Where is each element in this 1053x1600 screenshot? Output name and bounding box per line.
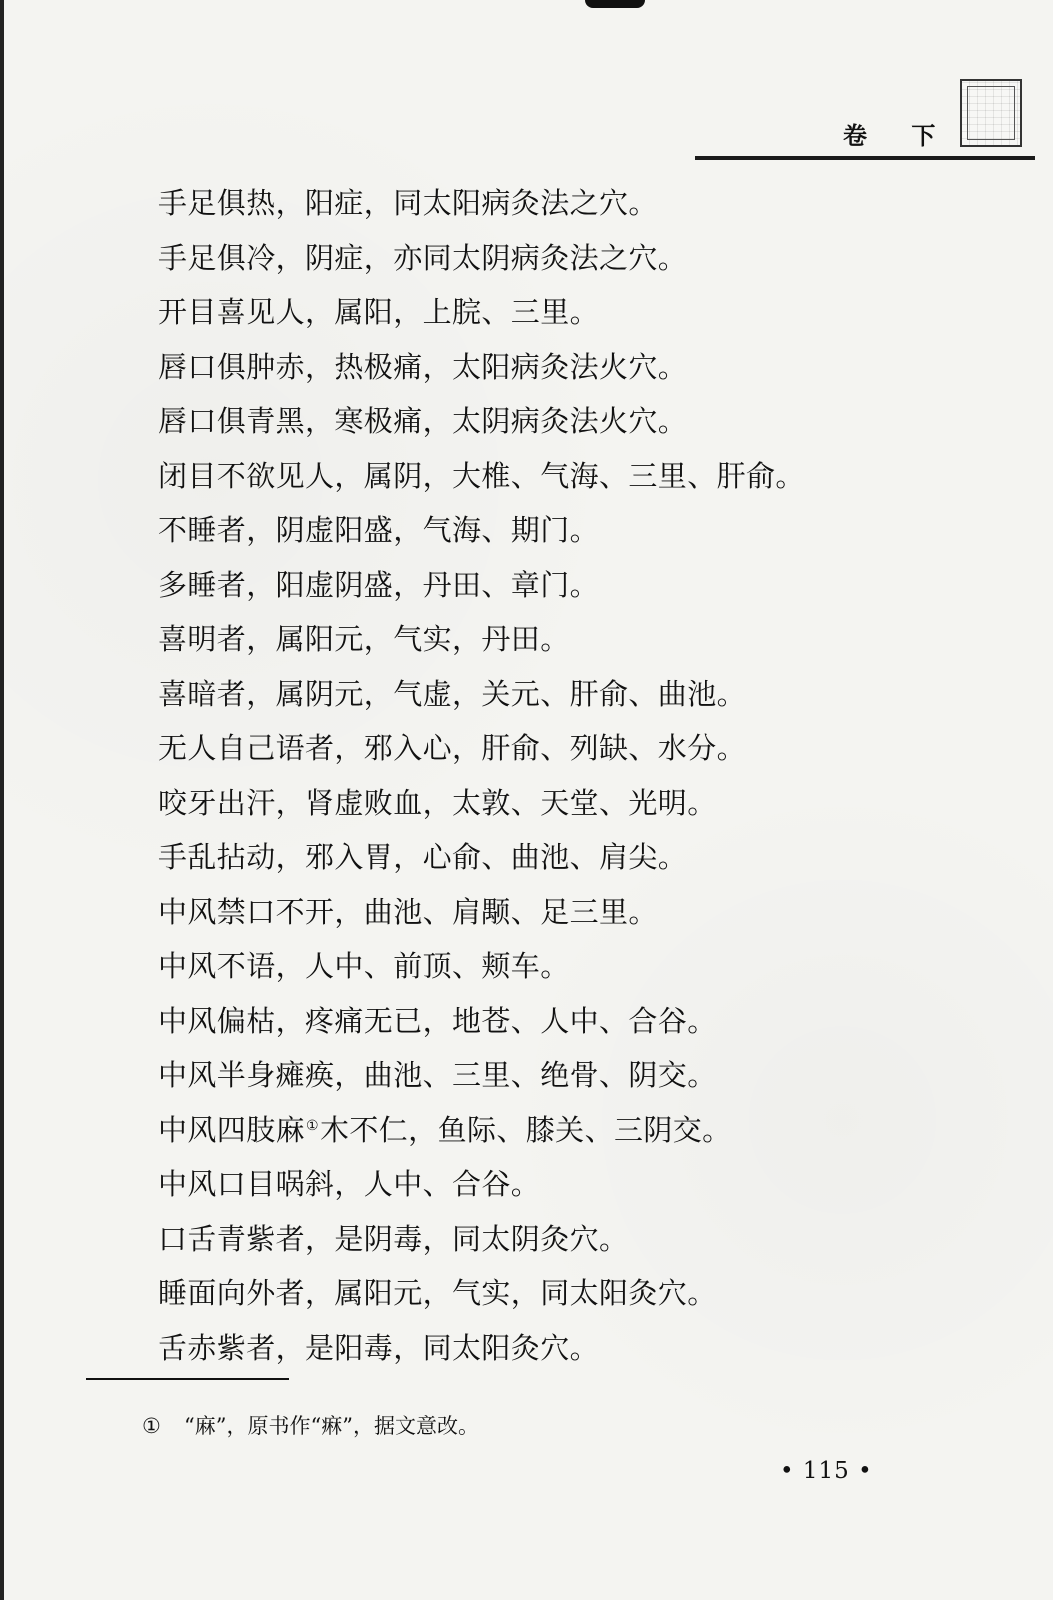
chapter-title: 卷 下 — [843, 121, 954, 150]
footnote-text: “麻”，原书作“痳”，据文意改。 — [184, 1414, 479, 1438]
line-text-before-mark: 中风四肢麻 — [158, 1112, 306, 1147]
text-line: 中风口目㖞斜，人中、合谷。 — [158, 1167, 541, 1201]
text-line: 中风半身瘫痪，曲池、三里、绝骨、阴交。 — [158, 1058, 717, 1092]
text-line: 手乱拈动，邪入胃，心俞、曲池、肩尖。 — [158, 840, 688, 874]
text-line-with-footnote — [158, 1103, 878, 1158]
scan-left-edge — [0, 0, 4, 1600]
text-line: 唇口俱肿赤，热极痛，太阳病灸法火穴。 — [158, 349, 688, 384]
scan-top-blot — [585, 0, 645, 8]
text-line: 开目喜见人，属阳，上脘、三里。 — [158, 295, 600, 329]
line-text-after-mark: 木不仁，鱼际、膝关、三阴交。 — [319, 1112, 732, 1147]
footnote-reference: ① — [306, 1117, 319, 1134]
text-line: 口舌青紫者，是阴毒，同太阴灸穴。 — [158, 1221, 629, 1256]
header-rule — [695, 156, 1035, 160]
text-line: 唇口俱青黑，寒极痛，太阴病灸法火穴。 — [158, 404, 688, 438]
footnote — [142, 1410, 479, 1440]
text-line: 睡面向外者，属阳元，气实，同太阳灸穴。 — [158, 1276, 717, 1310]
text-line: 闭目不欲见人，属阴，大椎、气海、三里、肝俞。 — [158, 458, 805, 493]
seal-icon — [960, 79, 1022, 147]
text-line: 手足俱冷，阴症，亦同太阴病灸法之穴。 — [158, 240, 688, 275]
footnote-mark: ① — [142, 1414, 161, 1438]
page-number: • 115 • — [780, 1458, 873, 1484]
footnote-rule — [86, 1378, 289, 1380]
text-line: 喜暗者，属阴元，气虚，关元、肝俞、曲池。 — [158, 676, 747, 711]
main-text — [158, 176, 878, 1375]
text-line: 中风禁口不开，曲池、肩颙、足三里。 — [158, 894, 658, 929]
text-line: 中风不语，人中、前顶、颊车。 — [158, 949, 570, 983]
text-line: 喜明者，属阳元，气实，丹田。 — [158, 622, 570, 656]
text-line: 中风偏枯，疼痛无已，地苍、人中、合谷。 — [158, 1003, 717, 1038]
text-line: 不睡者，阴虚阳盛，气海、期门。 — [158, 513, 600, 547]
text-line: 舌赤紫者，是阳毒，同太阳灸穴。 — [158, 1330, 600, 1365]
text-line: 多睡者，阳虚阴盛，丹田、章门。 — [158, 567, 600, 602]
text-line: 咬牙出汗，肾虚败血，太敦、天堂、光明。 — [158, 785, 717, 820]
text-line: 无人自己语者，邪入心，肝俞、列缺、水分。 — [158, 731, 747, 765]
text-line: 手足俱热，阳症，同太阳病灸法之穴。 — [158, 186, 658, 220]
seal-inner-border — [967, 86, 1015, 140]
